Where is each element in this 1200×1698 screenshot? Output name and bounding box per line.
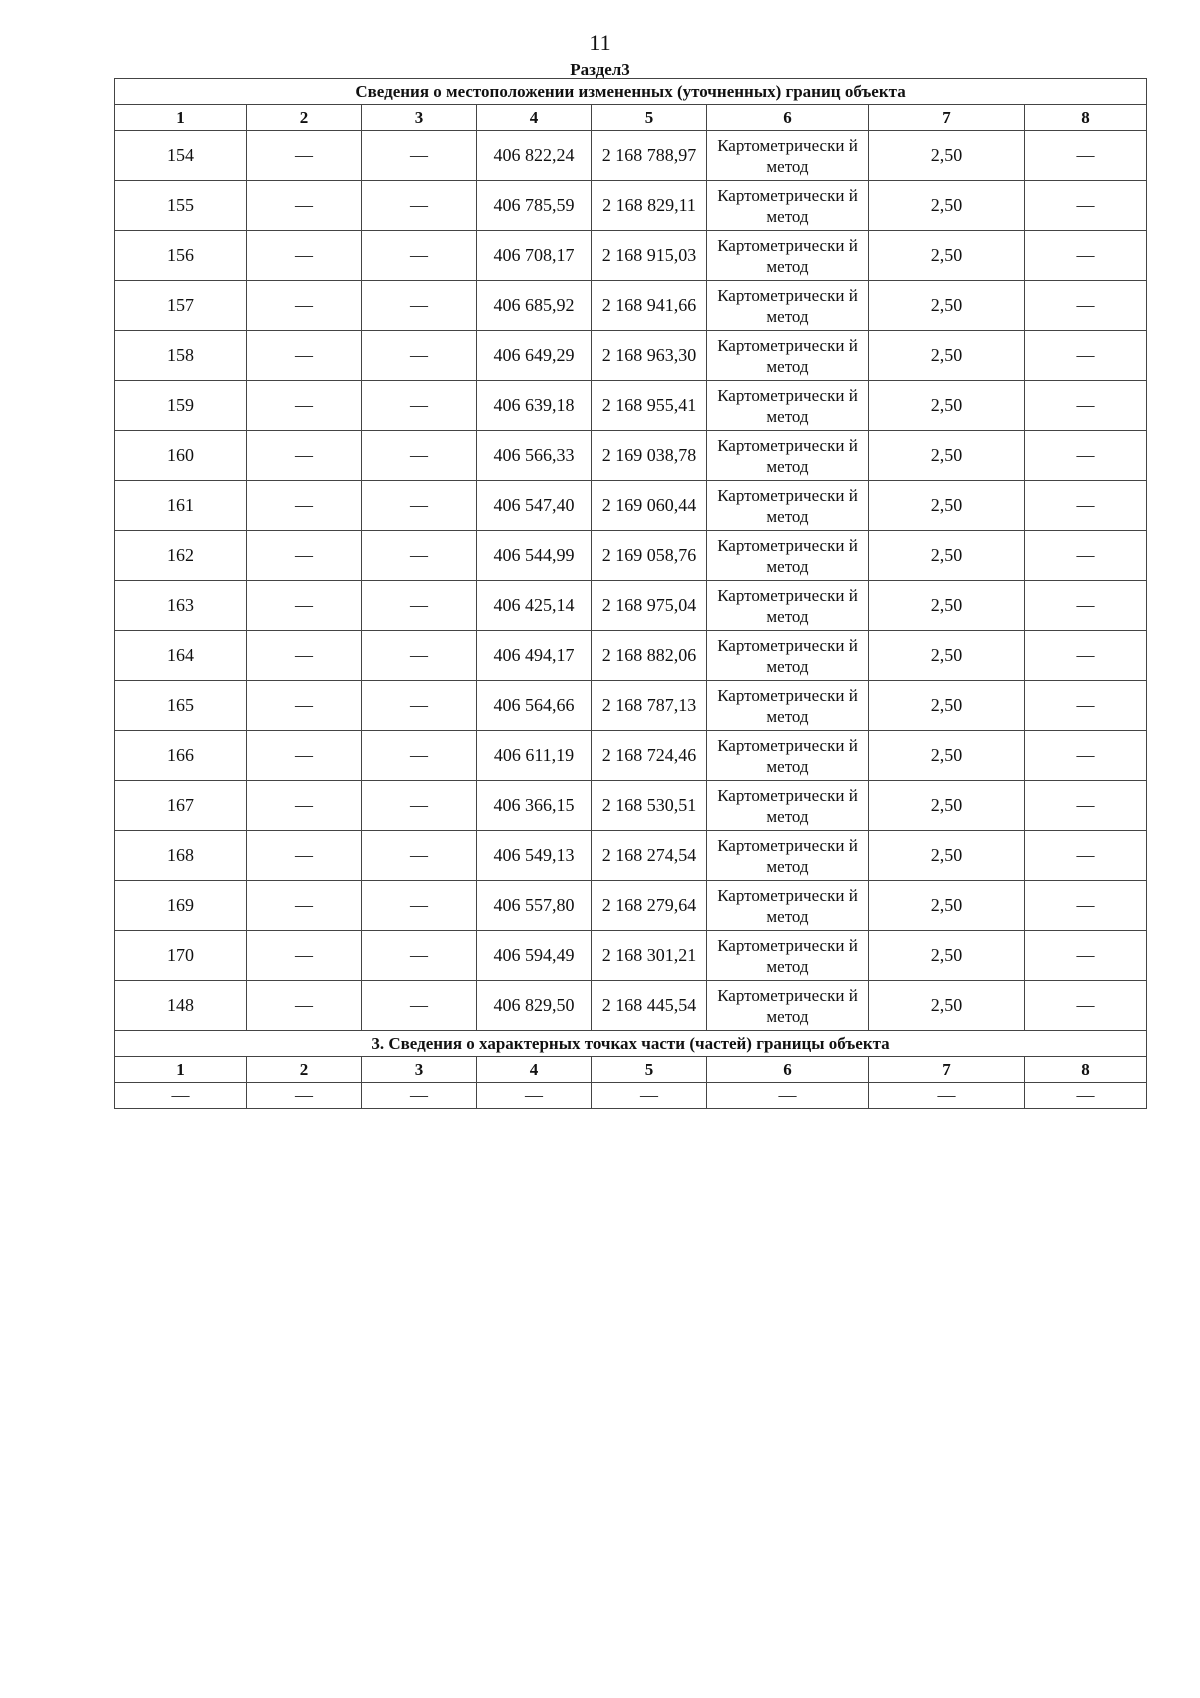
table-cell: —	[1025, 131, 1147, 181]
table-cell: 406 785,59	[477, 181, 592, 231]
table-cell: —	[1025, 481, 1147, 531]
table-cell: —	[247, 131, 362, 181]
table-cell: 2,50	[869, 381, 1025, 431]
table-cell: 2 168 274,54	[592, 831, 707, 881]
table-cell: 160	[115, 431, 247, 481]
table-cell: —	[362, 831, 477, 881]
table-cell: 157	[115, 281, 247, 331]
column-number-cell: 6	[707, 105, 869, 131]
table-cell: 2 169 060,44	[592, 481, 707, 531]
table-cell: —	[362, 481, 477, 531]
table-cell: 158	[115, 331, 247, 381]
table-row	[115, 531, 1147, 581]
table-cell: —	[362, 181, 477, 231]
table-cell: —	[1025, 781, 1147, 831]
table-cell: 2 168 724,46	[592, 731, 707, 781]
table-cell: 2,50	[869, 881, 1025, 931]
table-row	[115, 581, 1147, 631]
table-cell: 2 168 963,30	[592, 331, 707, 381]
table-cell: 2,50	[869, 531, 1025, 581]
table-cell: 2,50	[869, 731, 1025, 781]
table-cell: Картометрически й метод	[707, 231, 869, 281]
table-cell: 164	[115, 631, 247, 681]
table-cell: —	[247, 831, 362, 881]
table-cell: —	[362, 881, 477, 931]
table-cell: 406 547,40	[477, 481, 592, 531]
table-row	[115, 781, 1147, 831]
table-cell: 2 168 530,51	[592, 781, 707, 831]
column-header-row	[115, 1057, 1147, 1083]
table-cell: Картометрически й метод	[707, 731, 869, 781]
table-cell: —	[362, 731, 477, 781]
table-cell: Картометрически й метод	[707, 381, 869, 431]
table-cell: 2 168 975,04	[592, 581, 707, 631]
table-cell: 2,50	[869, 681, 1025, 731]
table-cell: 406 611,19	[477, 731, 592, 781]
table-cell: —	[362, 781, 477, 831]
table-cell: Картометрически й метод	[707, 431, 869, 481]
table-cell: 2 168 787,13	[592, 681, 707, 731]
table-cell: Картометрически й метод	[707, 681, 869, 731]
table-cell: 2,50	[869, 431, 1025, 481]
table-cell: 406 685,92	[477, 281, 592, 331]
table-cell: 406 829,50	[477, 981, 592, 1031]
table-cell: 2 168 788,97	[592, 131, 707, 181]
table-row	[115, 481, 1147, 531]
table-cell: —	[362, 431, 477, 481]
table-cell: Картометрически й метод	[707, 131, 869, 181]
table-cell: 168	[115, 831, 247, 881]
table-cell: —	[1025, 631, 1147, 681]
column-number-cell: 7	[869, 1057, 1025, 1083]
table-cell: 2,50	[869, 181, 1025, 231]
section-title: Раздел3	[570, 60, 630, 79]
table-cell: 2 168 941,66	[592, 281, 707, 331]
table-cell: —	[247, 431, 362, 481]
table-cell: Картометрически й метод	[707, 881, 869, 931]
table-cell: —	[362, 581, 477, 631]
column-number-cell: 2	[247, 105, 362, 131]
table-cell: —	[1025, 231, 1147, 281]
table-cell: 148	[115, 981, 247, 1031]
table-cell: —	[247, 731, 362, 781]
table-row	[115, 631, 1147, 681]
table-cell: —	[1025, 531, 1147, 581]
table-cell: —	[247, 781, 362, 831]
table-cell: —	[362, 381, 477, 431]
table-cell: 2,50	[869, 581, 1025, 631]
column-number-cell: 4	[477, 1057, 592, 1083]
table-cell: —	[247, 881, 362, 931]
table-cell: —	[707, 1083, 869, 1109]
table-cell: —	[247, 331, 362, 381]
table-cell: 406 564,66	[477, 681, 592, 731]
table-row	[115, 831, 1147, 881]
table-row	[115, 381, 1147, 431]
table-cell: 406 366,15	[477, 781, 592, 831]
table2-caption-text: 3. Сведения о характерных точках части (частей) границы объекта	[115, 1031, 1147, 1057]
table-cell: Картометрически й метод	[707, 581, 869, 631]
table-cell: 2,50	[869, 631, 1025, 681]
table-cell: —	[247, 1083, 362, 1109]
column-number-cell: 3	[362, 105, 477, 131]
table-cell: 2 168 915,03	[592, 231, 707, 281]
table-cell: Картометрически й метод	[707, 331, 869, 381]
column-header-row	[115, 105, 1147, 131]
table-row	[115, 231, 1147, 281]
table-row	[115, 731, 1147, 781]
table-cell: —	[247, 981, 362, 1031]
table-cell: 2,50	[869, 331, 1025, 381]
table-cell: 406 557,80	[477, 881, 592, 931]
table-cell: 406 822,24	[477, 131, 592, 181]
table-cell: 2 168 279,64	[592, 881, 707, 931]
table-cell: —	[869, 1083, 1025, 1109]
boundary-table	[114, 78, 1147, 1109]
table-cell: 2,50	[869, 831, 1025, 881]
table-cell: —	[1025, 181, 1147, 231]
table-cell: 406 544,99	[477, 531, 592, 581]
table-row	[115, 681, 1147, 731]
table-cell: —	[247, 231, 362, 281]
table-cell: Картометрически й метод	[707, 981, 869, 1031]
table-cell: —	[1025, 881, 1147, 931]
table-cell: 406 639,18	[477, 381, 592, 431]
table-cell: Картометрически й метод	[707, 781, 869, 831]
table-cell: —	[247, 181, 362, 231]
table-cell: —	[1025, 831, 1147, 881]
table-cell: 2 169 038,78	[592, 431, 707, 481]
table-row	[115, 181, 1147, 231]
column-number-cell: 8	[1025, 105, 1147, 131]
table-cell: 166	[115, 731, 247, 781]
table-cell: 159	[115, 381, 247, 431]
table-cell: Картометрически й метод	[707, 831, 869, 881]
table-row	[115, 131, 1147, 181]
table-row	[115, 931, 1147, 981]
table-cell: —	[362, 681, 477, 731]
table-cell: 406 594,49	[477, 931, 592, 981]
column-number-cell: 1	[115, 1057, 247, 1083]
table-cell: —	[362, 931, 477, 981]
column-number-cell: 8	[1025, 1057, 1147, 1083]
table-cell: —	[362, 131, 477, 181]
table-cell: —	[247, 531, 362, 581]
table-cell: 2,50	[869, 931, 1025, 981]
table-row	[115, 1083, 1147, 1109]
table-cell: —	[1025, 381, 1147, 431]
table-cell: —	[362, 631, 477, 681]
table-cell: —	[247, 681, 362, 731]
column-number-cell: 7	[869, 105, 1025, 131]
table-cell: 2 168 445,54	[592, 981, 707, 1031]
table-cell: —	[1025, 581, 1147, 631]
table-caption-text: Сведения о местоположении измененных (уточненных) границ объекта	[115, 79, 1147, 105]
table-cell: Картометрически й метод	[707, 931, 869, 981]
table-cell: 2 168 882,06	[592, 631, 707, 681]
table-cell: 406 708,17	[477, 231, 592, 281]
table-cell: —	[362, 331, 477, 381]
table-caption	[115, 79, 1147, 105]
table-cell: 2 168 829,11	[592, 181, 707, 231]
table-row	[115, 331, 1147, 381]
table-cell: 170	[115, 931, 247, 981]
table-cell: 162	[115, 531, 247, 581]
table-cell: —	[1025, 431, 1147, 481]
table-cell: 161	[115, 481, 247, 531]
page-number: 11	[589, 30, 611, 55]
table-cell: 163	[115, 581, 247, 631]
table-cell: —	[1025, 731, 1147, 781]
column-number-cell: 5	[592, 1057, 707, 1083]
table-cell: —	[1025, 681, 1147, 731]
column-number-cell: 5	[592, 105, 707, 131]
table-cell: 2,50	[869, 131, 1025, 181]
table-cell: —	[1025, 281, 1147, 331]
table-cell: 406 494,17	[477, 631, 592, 681]
table-cell: —	[592, 1083, 707, 1109]
table-cell: 2 168 955,41	[592, 381, 707, 431]
table-cell: 406 549,13	[477, 831, 592, 881]
table-cell: 167	[115, 781, 247, 831]
table-cell: Картометрически й метод	[707, 181, 869, 231]
table-row	[115, 281, 1147, 331]
table-cell: Картометрически й метод	[707, 481, 869, 531]
table-row	[115, 881, 1147, 931]
table-cell: 165	[115, 681, 247, 731]
table-cell: —	[247, 381, 362, 431]
table-cell: —	[247, 481, 362, 531]
table-cell: Картометрически й метод	[707, 531, 869, 581]
table-cell: —	[247, 281, 362, 331]
table-cell: —	[115, 1083, 247, 1109]
table-cell: —	[247, 631, 362, 681]
table-cell: —	[247, 581, 362, 631]
table-cell: 2,50	[869, 231, 1025, 281]
table-cell: 2,50	[869, 981, 1025, 1031]
table-cell: 155	[115, 181, 247, 231]
column-number-cell: 2	[247, 1057, 362, 1083]
table-cell: —	[1025, 981, 1147, 1031]
column-number-cell: 6	[707, 1057, 869, 1083]
table-cell: 156	[115, 231, 247, 281]
table-cell: —	[1025, 931, 1147, 981]
table-cell: —	[362, 981, 477, 1031]
table-cell: 2 169 058,76	[592, 531, 707, 581]
table2-caption	[115, 1031, 1147, 1057]
table-row	[115, 981, 1147, 1031]
table-cell: Картометрически й метод	[707, 281, 869, 331]
table-cell: 2,50	[869, 781, 1025, 831]
table-cell: 2,50	[869, 281, 1025, 331]
table-cell: 406 649,29	[477, 331, 592, 381]
column-number-cell: 3	[362, 1057, 477, 1083]
column-number-cell: 4	[477, 105, 592, 131]
table-cell: —	[362, 231, 477, 281]
column-number-cell: 1	[115, 105, 247, 131]
table-cell: 169	[115, 881, 247, 931]
table-cell: 406 425,14	[477, 581, 592, 631]
table-cell: 2 168 301,21	[592, 931, 707, 981]
table-cell: —	[362, 281, 477, 331]
table-cell: —	[1025, 1083, 1147, 1109]
table-cell: 406 566,33	[477, 431, 592, 481]
table-row	[115, 431, 1147, 481]
table-cell: —	[362, 1083, 477, 1109]
table-cell: —	[247, 931, 362, 981]
table-cell: —	[477, 1083, 592, 1109]
table-cell: Картометрически й метод	[707, 631, 869, 681]
table-cell: —	[362, 531, 477, 581]
table-cell: —	[1025, 331, 1147, 381]
table-cell: 154	[115, 131, 247, 181]
table-cell: 2,50	[869, 481, 1025, 531]
